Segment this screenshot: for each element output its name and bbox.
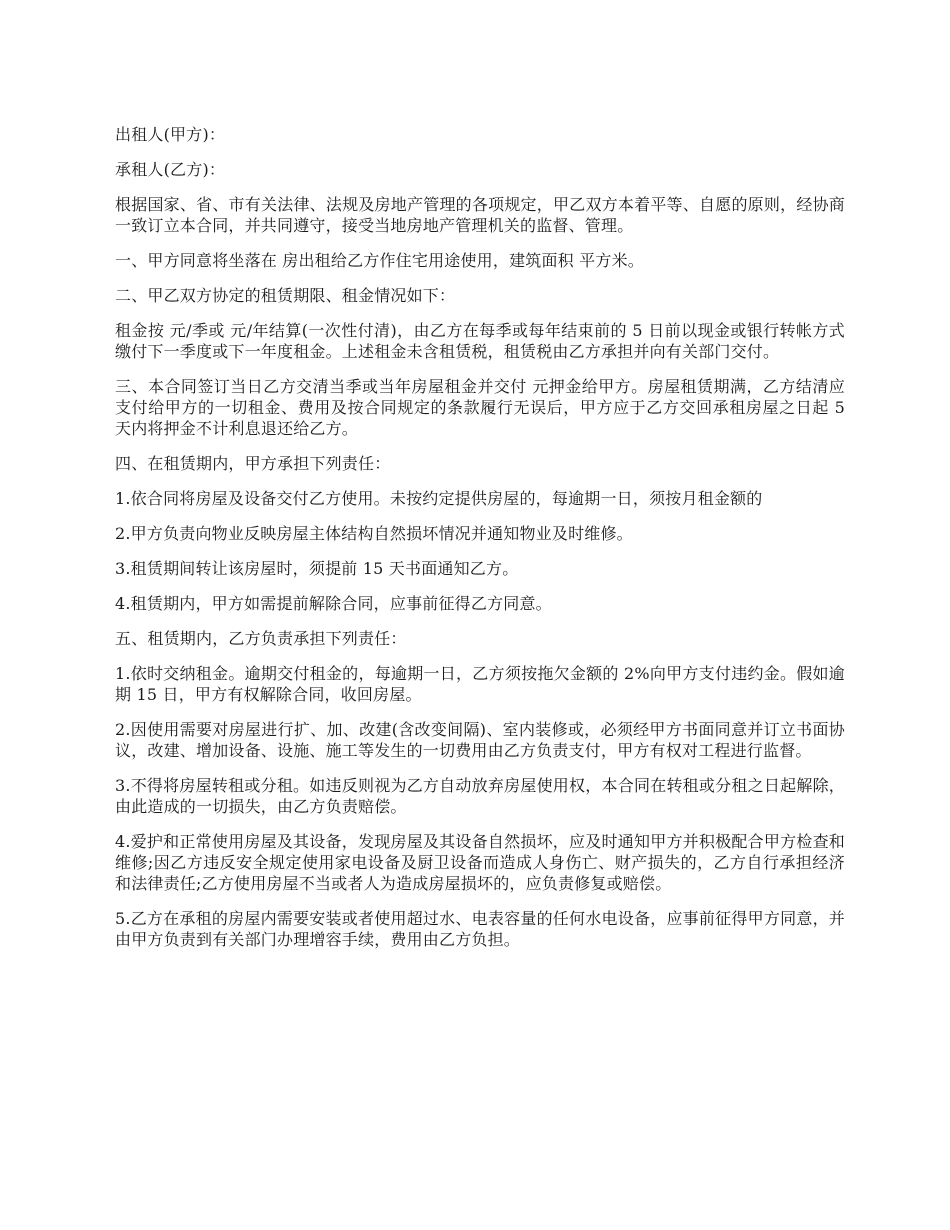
- lessee-duty-5: 5.乙方在承租的房屋内需要安装或者使用超过水、电表容量的任何水电设备，应事前征得甲方同意，并由甲方负责到有关部门办理增容手续，费用由乙方负担。: [115, 909, 845, 949]
- lessee-duty-1: 1.依时交纳租金。逾期交付租金的，每逾期一日，乙方须按拖欠金额的 2%向甲方支付违约金。假如逾期 15 日，甲方有权解除合同，收回房屋。: [115, 664, 845, 704]
- rent-terms-paragraph: 租金按 元/季或 元/年结算(一次性付清)，由乙方在每季或每年结束前的 5 日前以现金或银行转帐方式缴付下一季度或下一年度租金。上述租金未含租赁税，租赁税由乙方承担并向有关部门交付。: [115, 321, 845, 361]
- preamble-paragraph: 根据国家、省、市有关法律、法规及房地产管理的各项规定，甲乙双方本着平等、自愿的原则，经协商一致订立本合同，并共同遵守，接受当地房地产管理机关的监督、管理。: [115, 195, 845, 235]
- lessor-line: 出租人(甲方)：: [115, 125, 226, 144]
- lessor-duty-4: 4.租赁期内，甲方如需提前解除合同，应事前征得乙方同意。: [115, 594, 552, 613]
- clause-2-heading: 二、甲乙双方协定的租赁期限、租金情况如下：: [115, 286, 456, 305]
- lessor-duty-3: 3.租赁期间转让该房屋时，须提前 15 天书面通知乙方。: [115, 559, 519, 578]
- document-body: [115, 124, 845, 964]
- lessee-duty-2: 2.因使用需要对房屋进行扩、加、改建(含改变间隔)、室内装修或，必须经甲方书面同意并订立书面协议，改建、增加设备、设施、施工等发生的一切费用由乙方负责支付，甲方有权对工程进行监督。: [115, 720, 845, 760]
- clause-3: 三、本合同签订当日乙方交清当季或当年房屋租金并交付 元押金给甲方。房屋租赁期满，乙方结清应支付给甲方的一切租金、费用及按合同规定的条款履行无误后，甲方应于乙方交回承租房屋之日起 5 天内将押金不计利息退还给乙方。: [115, 377, 845, 438]
- lessor-duty-2: 2.甲方负责向物业反映房屋主体结构自然损坏情况并通知物业及时维修。: [115, 524, 633, 543]
- lessee-duty-3: 3.不得将房屋转租或分租。如违反则视为乙方自动放弃房屋使用权，本合同在转租或分租之日起解除，由此造成的一切损失，由乙方负责赔偿。: [115, 776, 845, 816]
- lessee-duty-4: 4.爱护和正常使用房屋及其设备，发现房屋及其设备自然损坏，应及时通知甲方并积极配合甲方检查和维修;因乙方违反安全规定使用家电设备及厨卫设备而造成人身伤亡、财产损失的，乙方自行承担经济和法律责任;乙方使用房屋不当或者人为造成房屋损坏的，应负责修复或赔偿。: [115, 832, 845, 893]
- clause-1: 一、甲方同意将坐落在 房出租给乙方作住宅用途使用，建筑面积 平方米。: [115, 251, 644, 270]
- clause-5-heading: 五、租赁期内，乙方负责承担下列责任：: [115, 629, 407, 648]
- lessee-line: 承租人(乙方)：: [115, 160, 226, 179]
- lessor-duty-1: 1.依合同将房屋及设备交付乙方使用。未按约定提供房屋的，每逾期一日，须按月租金额的: [115, 489, 763, 508]
- clause-4-heading: 四、在租赁期内，甲方承担下列责任：: [115, 454, 391, 473]
